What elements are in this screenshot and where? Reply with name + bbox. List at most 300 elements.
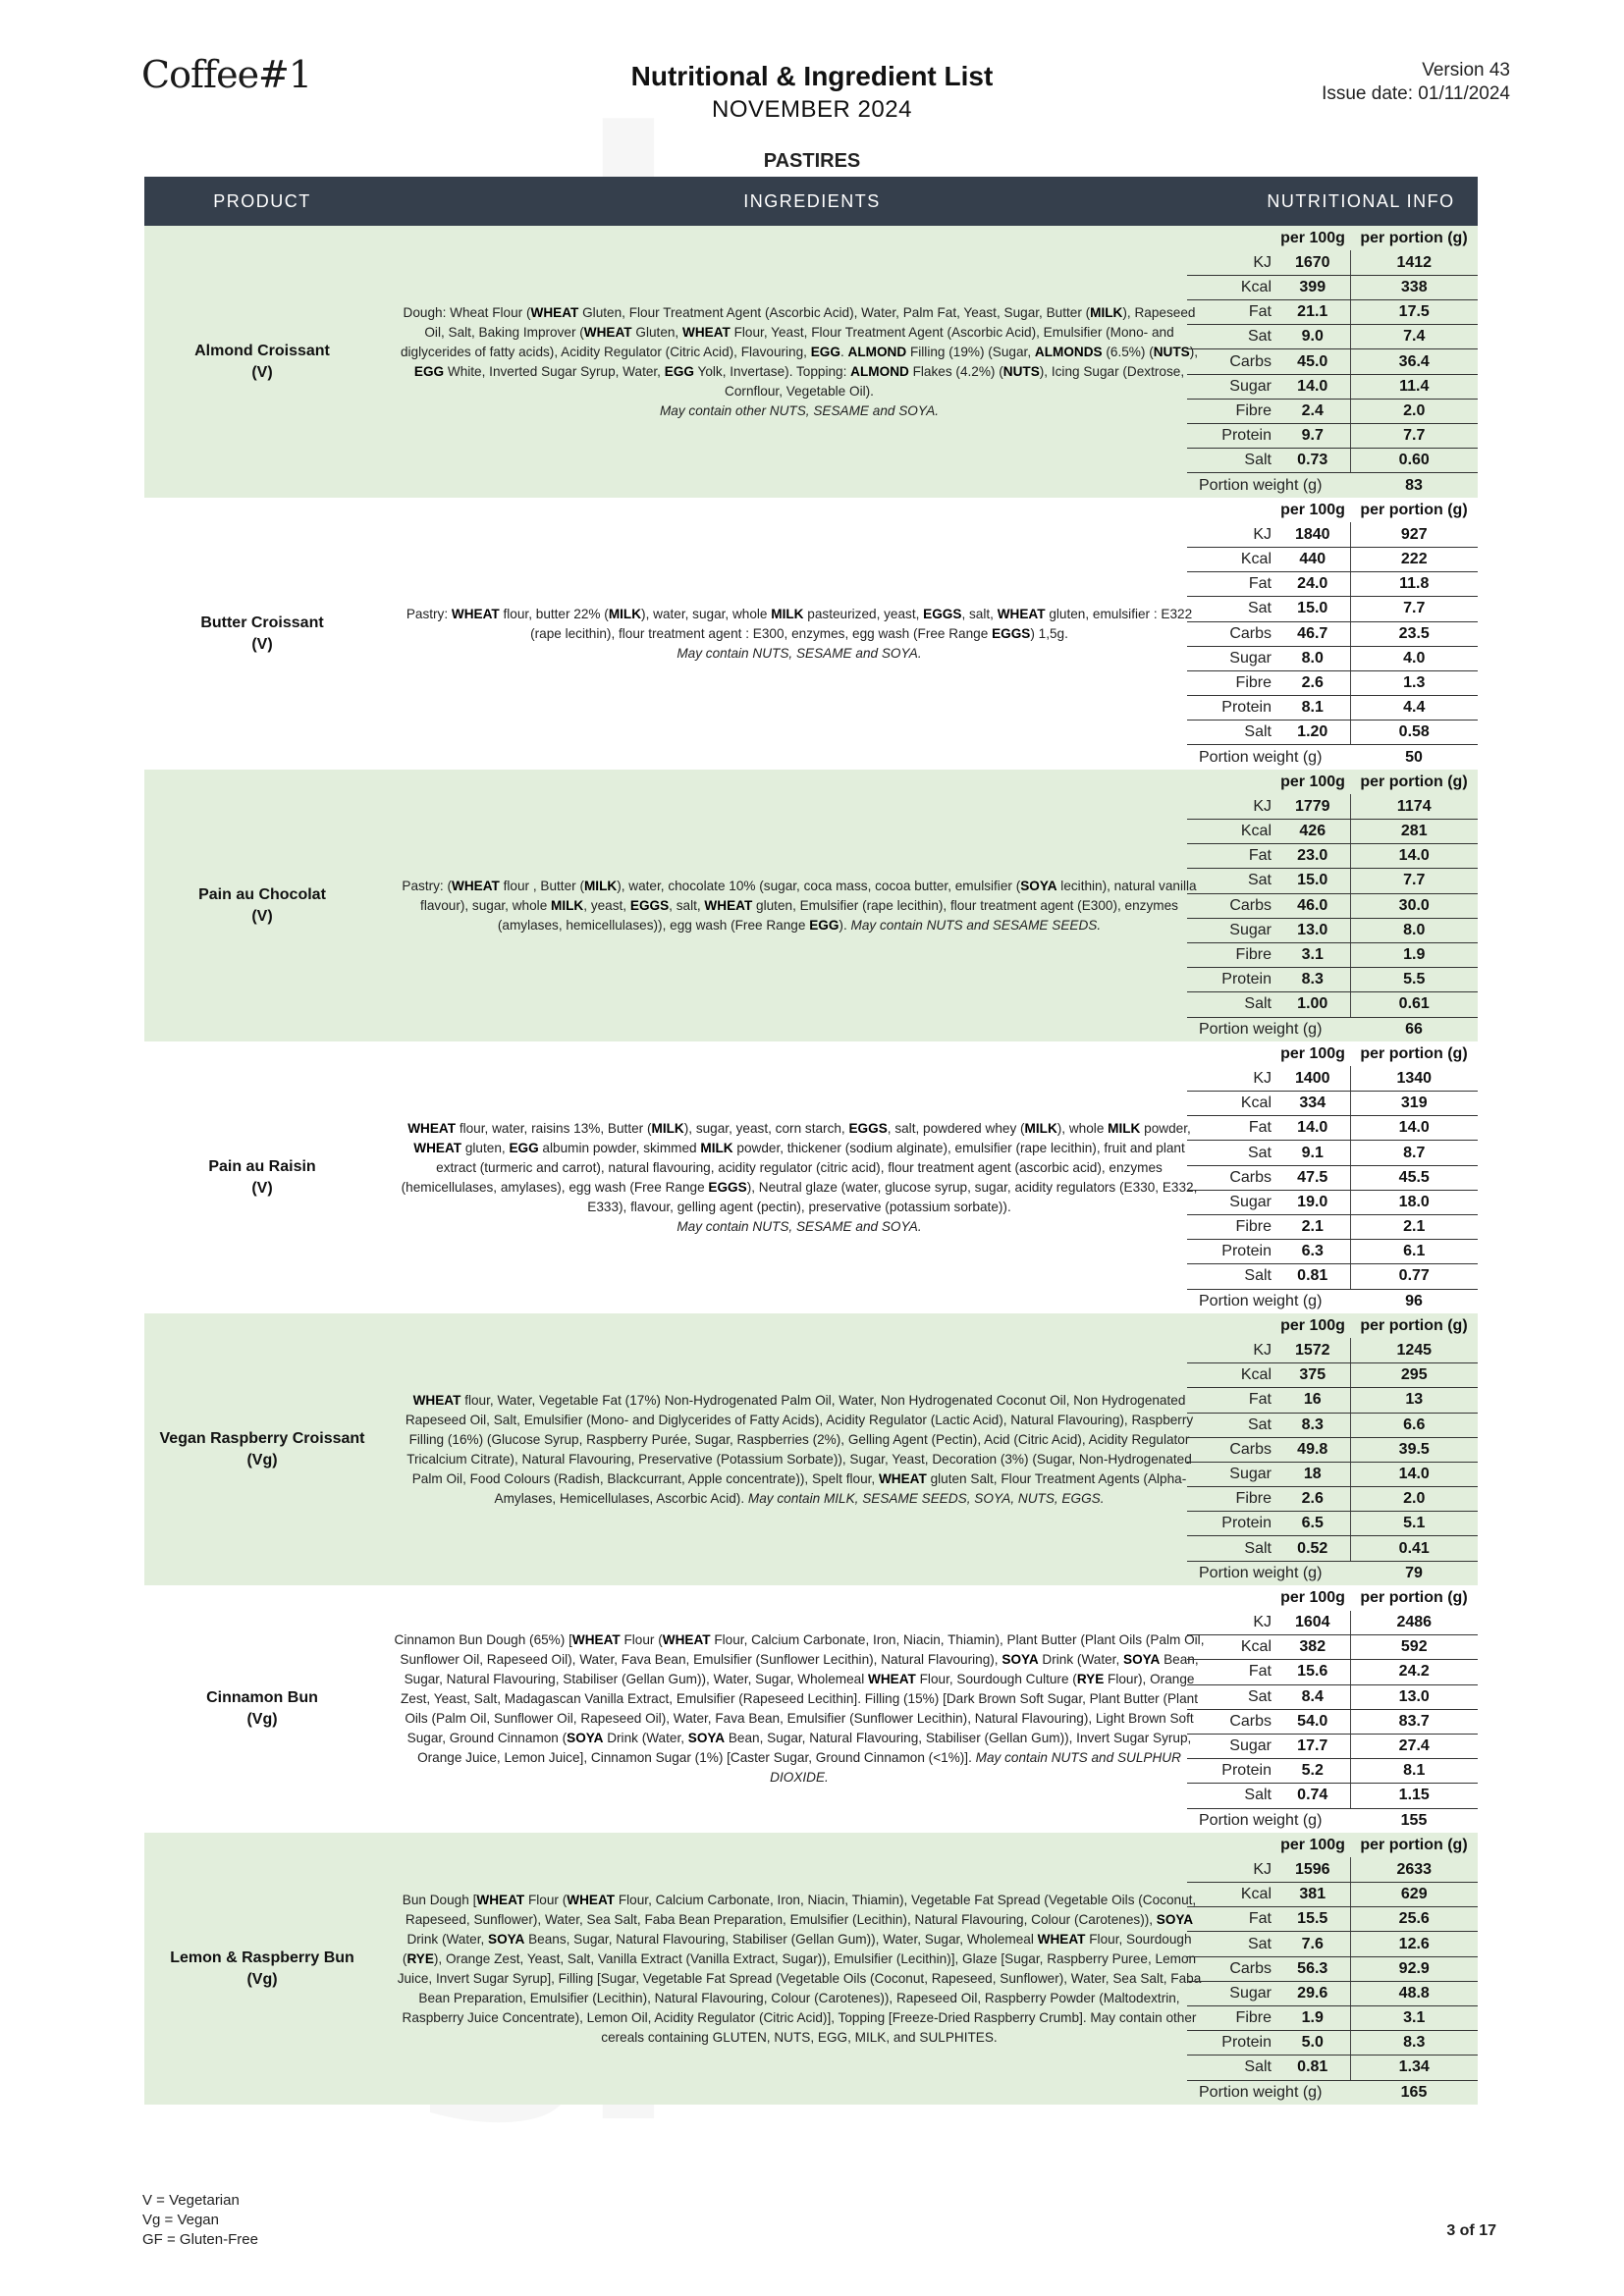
nutrient-label: Salt [1187, 721, 1275, 745]
per-portion-value: 222 [1350, 547, 1478, 571]
nutrient-label: Protein [1187, 2031, 1275, 2056]
per-portion-value: 2486 [1350, 1611, 1478, 1635]
nutrient-label: Sugar [1187, 918, 1275, 942]
per-100g-value: 8.1 [1275, 696, 1350, 721]
nutrient-label: Salt [1187, 2056, 1275, 2080]
nutrient-label: Salt [1187, 1264, 1275, 1289]
nutrition-header-row [1187, 770, 1478, 794]
per-portion-value: 14.0 [1350, 844, 1478, 869]
per-100g-value: 440 [1275, 547, 1350, 571]
portion-weight-label: Portion weight (g) [1199, 1292, 1323, 1309]
legend-item: GF = Gluten-Free [142, 2231, 258, 2248]
diet-tag: (V) [251, 1179, 273, 1197]
per-100g-value: 2.1 [1275, 1215, 1350, 1240]
portion-weight-label: Portion weight (g) [1199, 476, 1323, 494]
nutrition-row [1187, 794, 1478, 819]
product-name: Almond Croissant [194, 342, 330, 359]
portion-weight-label: Portion weight (g) [1199, 1564, 1323, 1581]
per-100g-value: 5.0 [1275, 2031, 1350, 2056]
nutrition-header-row [1187, 1041, 1478, 1066]
per-100g-value: 3.1 [1275, 942, 1350, 967]
per-portion-value: 4.0 [1350, 646, 1478, 670]
nutrition-row [1187, 424, 1478, 449]
nutrient-label: Salt [1187, 1784, 1275, 1808]
product-cell [144, 1041, 380, 1313]
column-header-ingredients: INGREDIENTS [743, 190, 881, 211]
per-portion-header: per portion (g) [1360, 229, 1468, 246]
per-100g-header: per 100g [1280, 1316, 1345, 1334]
page-number: 3 of 17 [1446, 2222, 1496, 2239]
nutrient-label: Fat [1187, 1660, 1275, 1684]
product-cell [144, 498, 380, 770]
nutrition-row [1187, 844, 1478, 869]
nutrient-label: Kcal [1187, 275, 1275, 299]
nutrition-cell [1199, 498, 1478, 770]
nutrient-label: KJ [1187, 1338, 1275, 1362]
per-100g-value: 6.3 [1275, 1240, 1350, 1264]
per-100g-value: 18 [1275, 1462, 1350, 1486]
per-portion-value: 3.1 [1350, 2006, 1478, 2031]
nutrient-label: Fat [1187, 300, 1275, 325]
nutrient-label: Sat [1187, 1932, 1275, 1956]
nutrient-label: Sat [1187, 1684, 1275, 1709]
nutrient-label: Sugar [1187, 1981, 1275, 2005]
per-100g-header: per 100g [1280, 501, 1345, 518]
per-portion-value: 39.5 [1350, 1437, 1478, 1462]
per-100g-value: 24.0 [1275, 572, 1350, 597]
nutrition-row [1187, 1066, 1478, 1091]
per-100g-value: 46.7 [1275, 621, 1350, 646]
per-100g-value: 1.20 [1275, 721, 1350, 745]
nutrient-label: Carbs [1187, 1165, 1275, 1190]
product-cell [144, 770, 380, 1041]
per-portion-header: per portion (g) [1360, 1836, 1468, 1853]
per-100g-value: 16 [1275, 1388, 1350, 1413]
nutrient-label: Protein [1187, 1240, 1275, 1264]
nutrient-label: KJ [1187, 794, 1275, 819]
product-name: Lemon & Raspberry Bun [170, 1949, 354, 1966]
nutrition-grid [1187, 1585, 1478, 1833]
per-portion-value: 338 [1350, 275, 1478, 299]
per-portion-value: 7.7 [1350, 869, 1478, 893]
per-portion-value: 11.8 [1350, 572, 1478, 597]
nutrition-grid [1187, 226, 1478, 498]
diet-tag: (V) [251, 635, 273, 653]
nutrient-label: Sat [1187, 597, 1275, 621]
per-portion-value: 13.0 [1350, 1684, 1478, 1709]
per-100g-value: 47.5 [1275, 1165, 1350, 1190]
per-100g-value: 13.0 [1275, 918, 1350, 942]
product-name: Pain au Raisin [208, 1157, 316, 1175]
per-100g-value: 0.81 [1275, 2056, 1350, 2080]
portion-weight-row [1187, 473, 1478, 498]
diet-tag: (Vg) [246, 1451, 278, 1468]
nutrition-row [1187, 1684, 1478, 1709]
per-portion-value: 36.4 [1350, 349, 1478, 374]
portion-weight-row [1187, 1561, 1478, 1585]
nutrient-label: Sat [1187, 869, 1275, 893]
nutrient-label: Sugar [1187, 1734, 1275, 1758]
table-row [144, 498, 1478, 770]
nutrition-row [1187, 1635, 1478, 1660]
per-100g-header: per 100g [1280, 1588, 1345, 1606]
per-portion-value: 1.15 [1350, 1784, 1478, 1808]
ingredients-text: Pastry: (WHEAT flour , Butter (MILK), water, chocolate 10% (sugar, coca mass, cocoa butter, emulsifier (SOYA lecithin), natural vanilla flavour), sugar, whole MILK, yeast, EGGS, salt, WHEAT gluten, Emulsifier (rape lecithin), flour treatment agent (E300), enzymes (amylases, hemicellulases)), egg wash (Free Range EGG). May contain NUTS and SESAME SEEDS. [402, 878, 1197, 933]
per-portion-value: 30.0 [1350, 893, 1478, 918]
nutrient-label: Fat [1187, 1388, 1275, 1413]
ingredients-cell [392, 226, 1207, 498]
ingredients-cell [392, 1041, 1207, 1313]
nutrition-row [1187, 1092, 1478, 1116]
nutrition-row [1187, 250, 1478, 275]
per-100g-value: 381 [1275, 1883, 1350, 1907]
per-100g-value: 9.7 [1275, 424, 1350, 449]
per-100g-value: 8.0 [1275, 646, 1350, 670]
per-portion-value: 927 [1350, 522, 1478, 547]
section-title: PASTIRES [763, 150, 861, 172]
nutrition-row [1187, 1388, 1478, 1413]
per-portion-header: per portion (g) [1360, 1588, 1468, 1606]
product-cell [144, 1585, 380, 1833]
per-portion-value: 1340 [1350, 1066, 1478, 1091]
nutrition-grid [1187, 770, 1478, 1041]
nutrition-row [1187, 968, 1478, 992]
nutrition-row [1187, 572, 1478, 597]
nutrient-label: Carbs [1187, 1709, 1275, 1734]
nutrition-row [1187, 522, 1478, 547]
per-100g-value: 0.74 [1275, 1784, 1350, 1808]
per-portion-value: 2633 [1350, 1857, 1478, 1882]
issue-date: Issue date: 01/11/2024 [1322, 83, 1510, 104]
diet-legend [142, 2191, 258, 2250]
nutrition-grid [1187, 1041, 1478, 1313]
nutrition-row [1187, 2006, 1478, 2031]
per-100g-value: 6.5 [1275, 1512, 1350, 1536]
nutrition-row [1187, 1883, 1478, 1907]
per-100g-value: 15.0 [1275, 869, 1350, 893]
nutrient-label: Fibre [1187, 1215, 1275, 1240]
per-portion-value: 5.5 [1350, 968, 1478, 992]
product-name: Butter Croissant [200, 614, 324, 631]
per-portion-value: 0.60 [1350, 449, 1478, 473]
per-100g-header: per 100g [1280, 1044, 1345, 1062]
portion-weight-row [1187, 2080, 1478, 2105]
per-100g-value: 0.52 [1275, 1536, 1350, 1561]
per-100g-value: 9.1 [1275, 1141, 1350, 1165]
nutrition-row [1187, 1784, 1478, 1808]
ingredients-cell [392, 1313, 1207, 1585]
nutrition-row [1187, 621, 1478, 646]
per-portion-value: 48.8 [1350, 1981, 1478, 2005]
per-100g-value: 1400 [1275, 1066, 1350, 1091]
per-portion-value: 8.0 [1350, 918, 1478, 942]
table-row [144, 1313, 1478, 1585]
per-portion-value: 2.1 [1350, 1215, 1478, 1240]
nutrition-row [1187, 1116, 1478, 1141]
table-row [144, 1833, 1478, 2105]
nutrition-row [1187, 275, 1478, 299]
per-100g-value: 1572 [1275, 1338, 1350, 1362]
nutrition-cell [1199, 1833, 1478, 2105]
per-100g-value: 399 [1275, 275, 1350, 299]
nutrient-label: Fibre [1187, 399, 1275, 423]
per-portion-value: 1.3 [1350, 670, 1478, 695]
nutrition-row [1187, 449, 1478, 473]
nutrient-label: Protein [1187, 424, 1275, 449]
nutrition-grid [1187, 1313, 1478, 1585]
per-100g-value: 1604 [1275, 1611, 1350, 1635]
page-title: Nutritional & Ingredient List [630, 61, 994, 91]
per-portion-value: 1.34 [1350, 2056, 1478, 2080]
nutrition-row [1187, 1709, 1478, 1734]
ingredients-cell [392, 1833, 1207, 2105]
nutrition-row [1187, 399, 1478, 423]
nutrition-row [1187, 2031, 1478, 2056]
ingredients-cell [392, 498, 1207, 770]
nutrient-label: Sat [1187, 1141, 1275, 1165]
nutrient-label: Sat [1187, 1413, 1275, 1437]
nutrition-row [1187, 992, 1478, 1017]
nutrient-label: Carbs [1187, 621, 1275, 646]
ingredients-text: Dough: Wheat Flour (WHEAT Gluten, Flour Treatment Agent (Ascorbic Acid), Water, Palm Fat, Yeast, Sugar, Butter (MILK), Rapeseed Oil, Salt, Baking Improver (WHEAT Gluten, WHEAT Flour, Yeast, Flour Treatment Agent (Ascorbic Acid), Emulsifier (Mono- and diglycerides of fatty acids), Acidity Regulator (Citric Acid), Flavouring, EGG. ALMOND Filling (19%) (Sugar, ALMONDS (6.5%) (NUTS), EGG White, Inverted Sugar Syrup, Water, EGG Yolk, Invertase). Topping: ALMOND Flakes (4.2%) (NUTS), Icing Sugar (Dextrose, Cornflour, Vegetable Oil). May contain other NUTS, SESAME and SOYA. [400, 304, 1199, 418]
ingredients-text: Bun Dough [WHEAT Flour (WHEAT Flour, Calcium Carbonate, Iron, Niacin, Thiamin), Vegetable Fat Spread (Vegetable Oils (Coconut, Rapeseed, Sunflower), Water, Sea Salt, Faba Bean Preparation, Emulsifier (Lecithin), Natural Flavouring, Colour (Carotenes)), SOYA Drink (Water, SOYA Beans, Sugar, Natural Flavouring, Stabiliser (Gellan Gum)), Water, Sugar, Wholemeal WHEAT Flour, Sourdough (RYE), Orange Zest, Yeast, Salt, Vanilla Extract (Vanilla Extract, Sugar)), Emulsifier (Lecithin)], Glaze [Sugar, Raspberry Puree, Lemon Juice, Invert Sugar Syrup], Filling [Sugar, Vegetable Fat Spread (Vegetable Oils (Coconut, Rapeseed, Sunflower), Water, Sea Salt, Faba Bean Preparation, Emulsifier (Lecithin), Natural Flavouring, Colour (Carotenes)), Rapeseed Oil, Raspberry Powder (Maltodextrin, Raspberry Juice Concentrate), Lemon Oil, Acidity Regulator (Citric Acid)], Topping [Freeze-Dried Raspberry Crumb]. May contain other cereals containing GLUTEN, NUTS, EGG, MILK, and SULPHITES. [397, 1892, 1202, 2045]
per-portion-value: 12.6 [1350, 1932, 1478, 1956]
nutrition-row [1187, 820, 1478, 844]
per-portion-header: per portion (g) [1360, 773, 1468, 790]
nutrient-label: Sugar [1187, 646, 1275, 670]
product-name: Vegan Raspberry Croissant [159, 1429, 365, 1447]
per-100g-value: 0.73 [1275, 449, 1350, 473]
per-100g-value: 0.81 [1275, 1264, 1350, 1289]
per-portion-value: 7.7 [1350, 597, 1478, 621]
version-block [1322, 59, 1510, 106]
nutrient-label: Fat [1187, 1907, 1275, 1932]
per-portion-value: 17.5 [1350, 300, 1478, 325]
nutrient-label: Fibre [1187, 942, 1275, 967]
nutrient-label: Kcal [1187, 1363, 1275, 1388]
product-cell [144, 226, 380, 498]
nutrient-label: Sugar [1187, 1190, 1275, 1214]
per-portion-value: 2.0 [1350, 1487, 1478, 1512]
nutrition-row [1187, 1956, 1478, 1981]
nutrition-row [1187, 1141, 1478, 1165]
portion-weight-row [1187, 745, 1478, 770]
per-100g-value: 15.0 [1275, 597, 1350, 621]
per-portion-value: 14.0 [1350, 1462, 1478, 1486]
nutrition-row [1187, 1413, 1478, 1437]
portion-weight-value: 96 [1405, 1292, 1423, 1309]
per-portion-value: 27.4 [1350, 1734, 1478, 1758]
nutrition-row [1187, 1240, 1478, 1264]
portion-weight-row [1187, 1289, 1478, 1313]
nutrition-row [1187, 325, 1478, 349]
nutrient-label: Carbs [1187, 1437, 1275, 1462]
nutrition-row [1187, 1462, 1478, 1486]
per-100g-header: per 100g [1280, 1836, 1345, 1853]
portion-weight-label: Portion weight (g) [1199, 2083, 1323, 2101]
per-100g-value: 19.0 [1275, 1190, 1350, 1214]
nutrition-row [1187, 1487, 1478, 1512]
ingredients-cell [392, 1585, 1207, 1833]
nutrition-table [144, 177, 1478, 2105]
nutrient-label: KJ [1187, 522, 1275, 547]
nutrition-cell [1199, 1585, 1478, 1833]
per-100g-value: 15.5 [1275, 1907, 1350, 1932]
nutrition-row [1187, 646, 1478, 670]
per-100g-value: 46.0 [1275, 893, 1350, 918]
per-100g-value: 23.0 [1275, 844, 1350, 869]
nutrition-row [1187, 1190, 1478, 1214]
per-100g-value: 54.0 [1275, 1709, 1350, 1734]
per-100g-value: 2.6 [1275, 1487, 1350, 1512]
per-100g-value: 21.1 [1275, 300, 1350, 325]
per-100g-header: per 100g [1280, 229, 1345, 246]
nutrition-row [1187, 547, 1478, 571]
per-100g-value: 56.3 [1275, 1956, 1350, 1981]
portion-weight-value: 79 [1405, 1564, 1423, 1581]
per-portion-value: 629 [1350, 1883, 1478, 1907]
nutrient-label: KJ [1187, 250, 1275, 275]
per-100g-value: 375 [1275, 1363, 1350, 1388]
nutrition-row [1187, 869, 1478, 893]
nutrient-label: Carbs [1187, 349, 1275, 374]
nutrition-row [1187, 597, 1478, 621]
per-portion-value: 8.7 [1350, 1141, 1478, 1165]
version-label: Version 43 [1422, 60, 1510, 80]
nutrition-row [1187, 1165, 1478, 1190]
product-name: Pain au Chocolat [198, 885, 326, 903]
per-100g-value: 29.6 [1275, 1981, 1350, 2005]
per-portion-value: 0.41 [1350, 1536, 1478, 1561]
per-portion-value: 0.58 [1350, 721, 1478, 745]
per-portion-value: 6.1 [1350, 1240, 1478, 1264]
per-100g-header: per 100g [1280, 773, 1345, 790]
ingredients-text: Cinnamon Bun Dough (65%) [WHEAT Flour (WHEAT Flour, Calcium Carbonate, Iron, Niacin, Thiamin), Plant Butter (Plant Oils (Palm Oil, Sunflower Oil, Rapeseed Oil), Water, Fava Bean, Emulsifier (Sunflower Lecithin), Natural Flavouring), SOYA Drink (Water, SOYA Bean, Sugar, Natural Flavouring, Stabiliser (Gellan Gum)), Water, Sugar, Wholemeal WHEAT Flour, Sourdough Culture (RYE Flour), Orange Zest, Yeast, Salt, Madagascan Vanilla Extract, Emulsifier (Rapeseed Lecithin]. Filling (15%) [Dark Brown Soft Sugar, Plant Butter (Plant Oils (Palm Oil, Sunflower Oil, Rapeseed Oil), Water, Fava Bean, Emulsifier (Sunflower Lecithin), Natural Flavouring), Light Brown Soft Sugar, Ground Cinnamon (SOYA Drink (Water, SOYA Bean, Sugar, Natural Flavouring, Stabiliser (Gellan Gum)), Invert Sugar Syrup, Orange Juice, Lemon Juice], Cinnamon Sugar (1%) [Caster Sugar, Ground Cinnamon (<1%)]. May contain NUTS and SULPHUR DIOXIDE. [394, 1632, 1205, 1786]
per-100g-value: 7.6 [1275, 1932, 1350, 1956]
nutrition-row [1187, 1734, 1478, 1758]
per-portion-value: 83.7 [1350, 1709, 1478, 1734]
nutrient-label: KJ [1187, 1611, 1275, 1635]
nutrient-label: Carbs [1187, 893, 1275, 918]
per-100g-value: 1779 [1275, 794, 1350, 819]
column-header-nutritional-info: NUTRITIONAL INFO [1267, 190, 1455, 211]
nutrient-label: KJ [1187, 1066, 1275, 1091]
per-portion-value: 92.9 [1350, 1956, 1478, 1981]
nutrition-row [1187, 300, 1478, 325]
ingredients-cell [392, 770, 1207, 1041]
per-portion-value: 13 [1350, 1388, 1478, 1413]
nutrient-label: Fat [1187, 1116, 1275, 1141]
per-100g-value: 2.4 [1275, 399, 1350, 423]
per-portion-value: 281 [1350, 820, 1478, 844]
diet-tag: (V) [251, 363, 273, 381]
nutrient-label: Protein [1187, 1759, 1275, 1784]
per-100g-value: 15.6 [1275, 1660, 1350, 1684]
nutrient-label: Protein [1187, 696, 1275, 721]
portion-weight-value: 165 [1400, 2083, 1428, 2101]
per-portion-value: 0.77 [1350, 1264, 1478, 1289]
nutrition-header-row [1187, 1313, 1478, 1338]
nutrition-row [1187, 1857, 1478, 1882]
nutrition-cell [1199, 1313, 1478, 1585]
nutrient-label: Fibre [1187, 670, 1275, 695]
nutrient-label: Sugar [1187, 1462, 1275, 1486]
portion-weight-value: 83 [1405, 476, 1423, 494]
per-portion-value: 1.9 [1350, 942, 1478, 967]
nutrition-row [1187, 696, 1478, 721]
nutrition-row [1187, 1660, 1478, 1684]
per-100g-value: 1840 [1275, 522, 1350, 547]
per-portion-value: 319 [1350, 1092, 1478, 1116]
nutrient-label: Sugar [1187, 374, 1275, 399]
column-header-product: PRODUCT [213, 190, 311, 211]
nutrition-row [1187, 2056, 1478, 2080]
nutrient-label: Fat [1187, 844, 1275, 869]
table-row [144, 1585, 1478, 1833]
per-portion-value: 6.6 [1350, 1413, 1478, 1437]
nutrition-grid [1187, 1833, 1478, 2105]
nutrition-row [1187, 721, 1478, 745]
per-100g-value: 9.0 [1275, 325, 1350, 349]
legend-item: V = Vegetarian [142, 2192, 240, 2209]
nutrition-row [1187, 1437, 1478, 1462]
table-body [144, 226, 1478, 2105]
nutrient-label: Kcal [1187, 547, 1275, 571]
nutrient-label: Kcal [1187, 1883, 1275, 1907]
per-portion-value: 18.0 [1350, 1190, 1478, 1214]
nutrition-grid [1187, 498, 1478, 770]
per-portion-value: 0.61 [1350, 992, 1478, 1017]
per-100g-value: 14.0 [1275, 374, 1350, 399]
nutrition-header-row [1187, 498, 1478, 522]
per-100g-value: 8.3 [1275, 1413, 1350, 1437]
nutrient-label: Fibre [1187, 2006, 1275, 2031]
table-header [144, 177, 1478, 226]
per-portion-header: per portion (g) [1360, 1316, 1468, 1334]
nutrient-label: Salt [1187, 1536, 1275, 1561]
nutrition-row [1187, 1512, 1478, 1536]
per-portion-value: 1174 [1350, 794, 1478, 819]
brand-logo: Coffee#1 [141, 53, 312, 96]
per-100g-value: 8.3 [1275, 968, 1350, 992]
nutrition-row [1187, 1363, 1478, 1388]
nutrient-label: Kcal [1187, 1635, 1275, 1660]
diet-tag: (V) [251, 907, 273, 925]
per-100g-value: 1596 [1275, 1857, 1350, 1882]
nutrition-cell [1199, 770, 1478, 1041]
per-portion-value: 4.4 [1350, 696, 1478, 721]
nutrition-cell [1199, 1041, 1478, 1313]
product-cell [144, 1313, 380, 1585]
per-100g-value: 1.9 [1275, 2006, 1350, 2031]
nutrition-cell [1199, 226, 1478, 498]
nutrient-label: Fat [1187, 572, 1275, 597]
nutrition-row [1187, 1264, 1478, 1289]
legend-item: Vg = Vegan [142, 2212, 219, 2228]
table-row [144, 770, 1478, 1041]
per-100g-value: 2.6 [1275, 670, 1350, 695]
table-row [144, 1041, 1478, 1313]
nutrition-row [1187, 1536, 1478, 1561]
per-portion-value: 295 [1350, 1363, 1478, 1388]
per-portion-value: 5.1 [1350, 1512, 1478, 1536]
ingredients-text: Pastry: WHEAT flour, butter 22% (MILK), water, sugar, whole MILK pasteurized, yeast, EGGS, salt, WHEAT gluten, emulsifier : E322 (rape lecithin), flour treatment agent : E300, enzymes, egg wash (Free Range EGGS) 1,5g. May contain NUTS, SESAME and SOYA. [406, 606, 1193, 661]
nutrient-label: Kcal [1187, 820, 1275, 844]
per-portion-header: per portion (g) [1360, 501, 1468, 518]
nutrition-row [1187, 1981, 1478, 2005]
nutrition-row [1187, 349, 1478, 374]
per-portion-value: 25.6 [1350, 1907, 1478, 1932]
